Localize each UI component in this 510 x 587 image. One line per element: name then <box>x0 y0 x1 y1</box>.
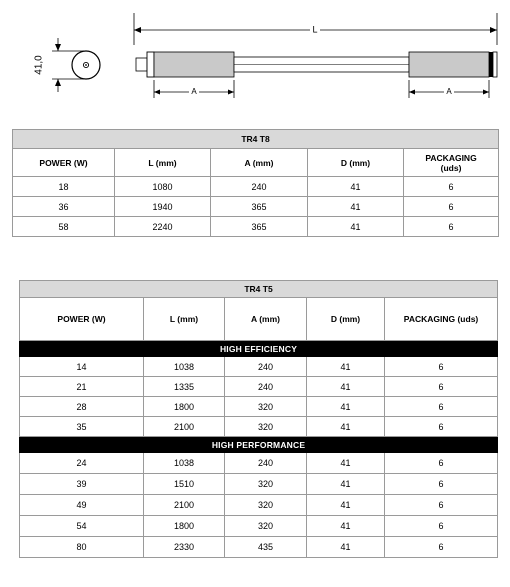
cell-packaging: 6 <box>385 357 498 377</box>
tube-body <box>136 52 497 77</box>
section-header-high-performance: HIGH PERFORMANCE <box>20 437 498 453</box>
section-header-high-efficiency: HIGH EFFICIENCY <box>20 341 498 357</box>
t8-spec-table <box>12 129 499 237</box>
cell-packaging: 6 <box>385 397 498 417</box>
cell-end-length: 365 <box>211 197 308 217</box>
cell-packaging: 6 <box>385 537 498 558</box>
cell-power: 28 <box>20 397 144 417</box>
end-cap-label-left: A <box>191 87 197 97</box>
cell-power: 54 <box>20 516 144 537</box>
cell-length: 2240 <box>115 217 211 237</box>
cell-power: 80 <box>20 537 144 558</box>
cell-power: 18 <box>13 177 115 197</box>
cell-power: 39 <box>20 474 144 495</box>
cell-diameter: 41 <box>308 197 404 217</box>
length-label: L <box>312 24 318 35</box>
cell-packaging: 6 <box>385 474 498 495</box>
table-row <box>20 495 498 516</box>
cell-packaging: 6 <box>404 217 499 237</box>
cell-length: 2100 <box>144 417 225 437</box>
header-diameter: D (mm) <box>307 298 385 341</box>
arrow-left-icon <box>134 27 141 33</box>
table-row <box>20 397 498 417</box>
table-row <box>20 357 498 377</box>
cell-diameter: 41 <box>307 474 385 495</box>
header-end-length: A (mm) <box>211 149 308 177</box>
cell-packaging: 6 <box>385 495 498 516</box>
cell-length: 1038 <box>144 357 225 377</box>
cell-packaging: 6 <box>385 377 498 397</box>
cell-packaging: 6 <box>404 177 499 197</box>
cell-power: 14 <box>20 357 144 377</box>
cell-packaging: 6 <box>385 417 498 437</box>
table-row <box>20 474 498 495</box>
cell-diameter: 41 <box>307 453 385 474</box>
length-dimension <box>134 13 497 45</box>
arrow-up-icon <box>55 79 61 86</box>
cell-length: 2330 <box>144 537 225 558</box>
cell-diameter: 41 <box>307 537 385 558</box>
cell-length: 1800 <box>144 516 225 537</box>
t5-table-title: TR4 T5 <box>20 281 498 298</box>
table-row <box>20 417 498 437</box>
table-row <box>13 177 499 197</box>
cell-diameter: 41 <box>308 177 404 197</box>
cell-diameter: 41 <box>307 516 385 537</box>
cell-diameter: 41 <box>307 495 385 516</box>
table-row <box>20 377 498 397</box>
cell-diameter: 41 <box>308 217 404 237</box>
cell-power: 36 <box>13 197 115 217</box>
header-length: L (mm) <box>115 149 211 177</box>
cell-end-length: 435 <box>225 537 307 558</box>
cell-diameter: 41 <box>307 377 385 397</box>
header-diameter: D (mm) <box>308 149 404 177</box>
cell-power: 21 <box>20 377 144 397</box>
cell-end-length: 240 <box>225 357 307 377</box>
header-length: L (mm) <box>144 298 225 341</box>
cell-diameter: 41 <box>307 357 385 377</box>
arrow-down-icon <box>55 44 61 51</box>
header-packaging-line2: (uds) <box>440 162 462 173</box>
cell-length: 2100 <box>144 495 225 516</box>
t5-spec-table <box>19 280 498 558</box>
cell-end-length: 320 <box>225 397 307 417</box>
end-cap-dimensions <box>154 80 489 98</box>
cell-packaging: 6 <box>385 516 498 537</box>
arrow-right-icon <box>490 27 497 33</box>
cell-end-length: 240 <box>225 453 307 474</box>
cell-diameter: 41 <box>307 397 385 417</box>
table-row <box>13 217 499 237</box>
cell-packaging: 6 <box>404 197 499 217</box>
cell-length: 1940 <box>115 197 211 217</box>
cell-power: 49 <box>20 495 144 516</box>
table-row <box>13 197 499 217</box>
end-cap-label-right: A <box>446 87 452 97</box>
table-row <box>20 537 498 558</box>
cell-end-length: 320 <box>225 495 307 516</box>
cell-length: 1038 <box>144 453 225 474</box>
table-row <box>20 453 498 474</box>
cell-length: 1080 <box>115 177 211 197</box>
cell-diameter: 41 <box>307 417 385 437</box>
cell-end-length: 320 <box>225 516 307 537</box>
table-row <box>20 516 498 537</box>
cell-power: 35 <box>20 417 144 437</box>
header-power: POWER (W) <box>20 298 144 341</box>
cell-length: 1510 <box>144 474 225 495</box>
header-packaging <box>404 149 499 177</box>
header-power: POWER (W) <box>13 149 115 177</box>
cell-length: 1335 <box>144 377 225 397</box>
end-cap-right <box>409 52 489 77</box>
t8-table-title: TR4 T8 <box>13 130 499 149</box>
diameter-label: 41,0 <box>33 55 45 75</box>
cell-end-length: 320 <box>225 474 307 495</box>
cell-end-length: 240 <box>211 177 308 197</box>
header-packaging-line1: PACKAGING <box>425 152 477 163</box>
cell-end-length: 240 <box>225 377 307 397</box>
cell-length: 1800 <box>144 397 225 417</box>
cell-end-length: 320 <box>225 417 307 437</box>
cell-power: 58 <box>13 217 115 237</box>
cell-end-length: 365 <box>211 217 308 237</box>
tube-dimension-drawing <box>0 0 510 125</box>
cell-power: 24 <box>20 453 144 474</box>
header-end-length: A (mm) <box>225 298 307 341</box>
diameter-view <box>34 38 100 92</box>
end-cap-left <box>154 52 234 77</box>
header-packaging: PACKAGING (uds) <box>385 298 498 341</box>
cell-packaging: 6 <box>385 453 498 474</box>
